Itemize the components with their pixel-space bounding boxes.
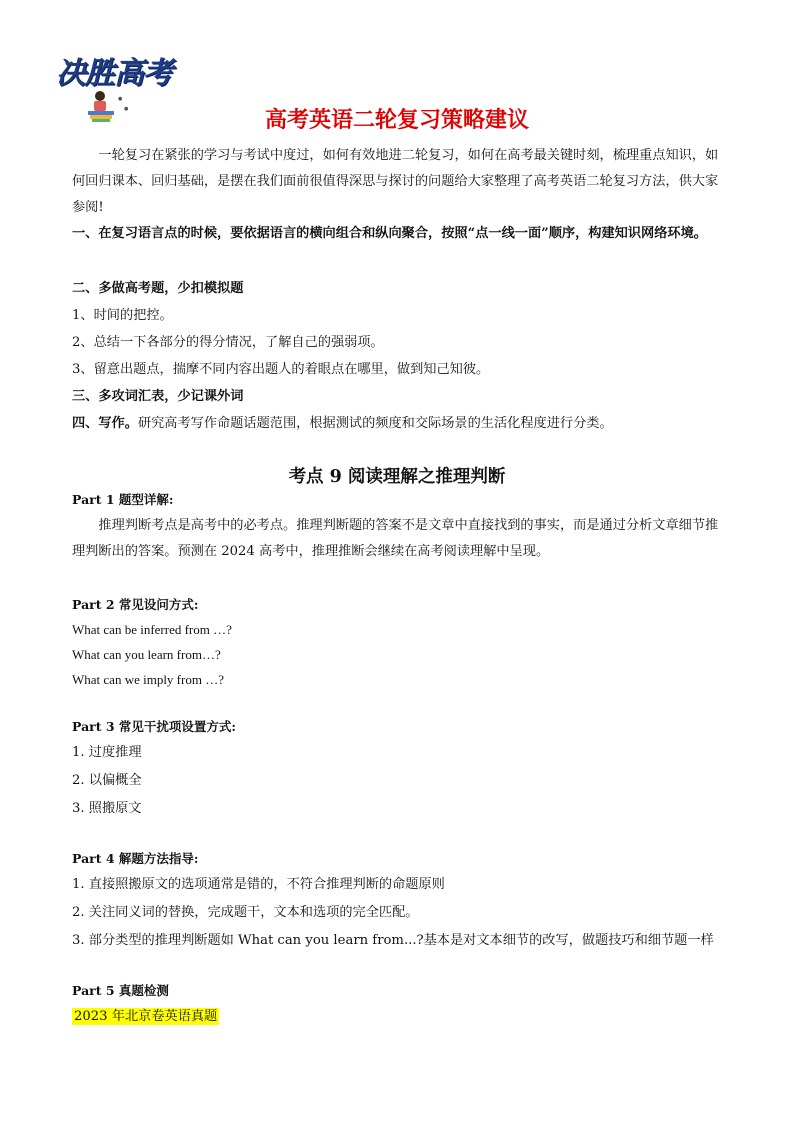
- part3-item-2: 2. 以偏概全: [72, 773, 142, 788]
- svg-text:●: ●: [118, 96, 123, 102]
- part3-heading: Part 3 常见干扰项设置方式:: [72, 719, 237, 734]
- strategy-4: [72, 414, 613, 434]
- logo-text: 决胜高考: [56, 56, 172, 91]
- strategy-4-text: 研究高考写作命题话题范围，根据测试的频度和交际场景的生活化程度进行分类。: [137, 416, 613, 431]
- highlighted-exam-label: 2023 年北京卷英语真题: [74, 1009, 218, 1024]
- strategy-1: 一、在复习语言点的时候，要依据语言的横向组合和纵向聚合，按照“点一线一面”顺序，构建知识网络环境。: [72, 226, 707, 241]
- section-title: 考点 9 阅读理解之推理判断: [288, 467, 506, 487]
- part2-item-1: What can be inferred from …?: [72, 622, 232, 637]
- intro-paragraph: 一轮复习在紧张的学习与考试中度过，如何有效地进二轮复习，如何在高考最关键时刻，梳理重点知识，如何回归课本、回归基础，是摆在我们面前很值得深思与探讨的问题给大家整理了高考英语二轮复习方法，供大家参阅!: [72, 148, 719, 215]
- strategy-2-item-3: 3、留意出题点，揣摩不同内容出题人的着眼点在哪里，做到知己知彼。: [72, 362, 490, 377]
- strategy-2-item-1: 1、时间的把控。: [72, 308, 173, 323]
- part4-heading: Part 4 解题方法指导:: [72, 851, 199, 866]
- part4-item-1: 1. 直接照搬原文的选项通常是错的，不符合推理判断的命题原则: [72, 877, 445, 892]
- part5-label: [72, 1007, 219, 1027]
- strategy-2: 二、多做高考题，少扣模拟题: [72, 281, 244, 296]
- part2-item-2: What can you learn from…?: [72, 647, 221, 662]
- part4-item-2: 2. 关注同义词的替换，完成题干，文本和选项的完全匹配。: [72, 905, 419, 920]
- part2-item-3: What can we imply from …?: [72, 672, 224, 687]
- part3-item-3: 3. 照搬原文: [72, 801, 142, 816]
- strategy-3: 三、多攻词汇表，少记课外词: [72, 389, 244, 404]
- part1-text: 推理判断考点是高考中的必考点。推理判断题的答案不是文章中直接找到的事实，而是通过分析文章细节推理判断出的答案。预测在 2024 高考中，推理推断会继续在高考阅读理解中呈现。: [72, 518, 719, 559]
- part2-heading: Part 2 常见设问方式:: [72, 597, 199, 612]
- part4-item-3: 3. 部分类型的推理判断题如 What can you learn from...?基本是对文本细节的改写，做题技巧和细节题一样: [72, 933, 714, 948]
- part1-heading: Part 1 题型详解:: [72, 492, 174, 507]
- svg-text:●: ●: [124, 106, 129, 112]
- strategy-2-item-2: 2、总结一下各部分的得分情况，了解自己的强弱项。: [72, 335, 384, 350]
- strategy-4-head: 四、写作。: [72, 416, 138, 431]
- document-title: 高考英语二轮复习策略建议: [264, 108, 529, 133]
- part3-item-1: 1. 过度推理: [72, 745, 142, 760]
- part5-heading: Part 5 真题检测: [72, 983, 169, 998]
